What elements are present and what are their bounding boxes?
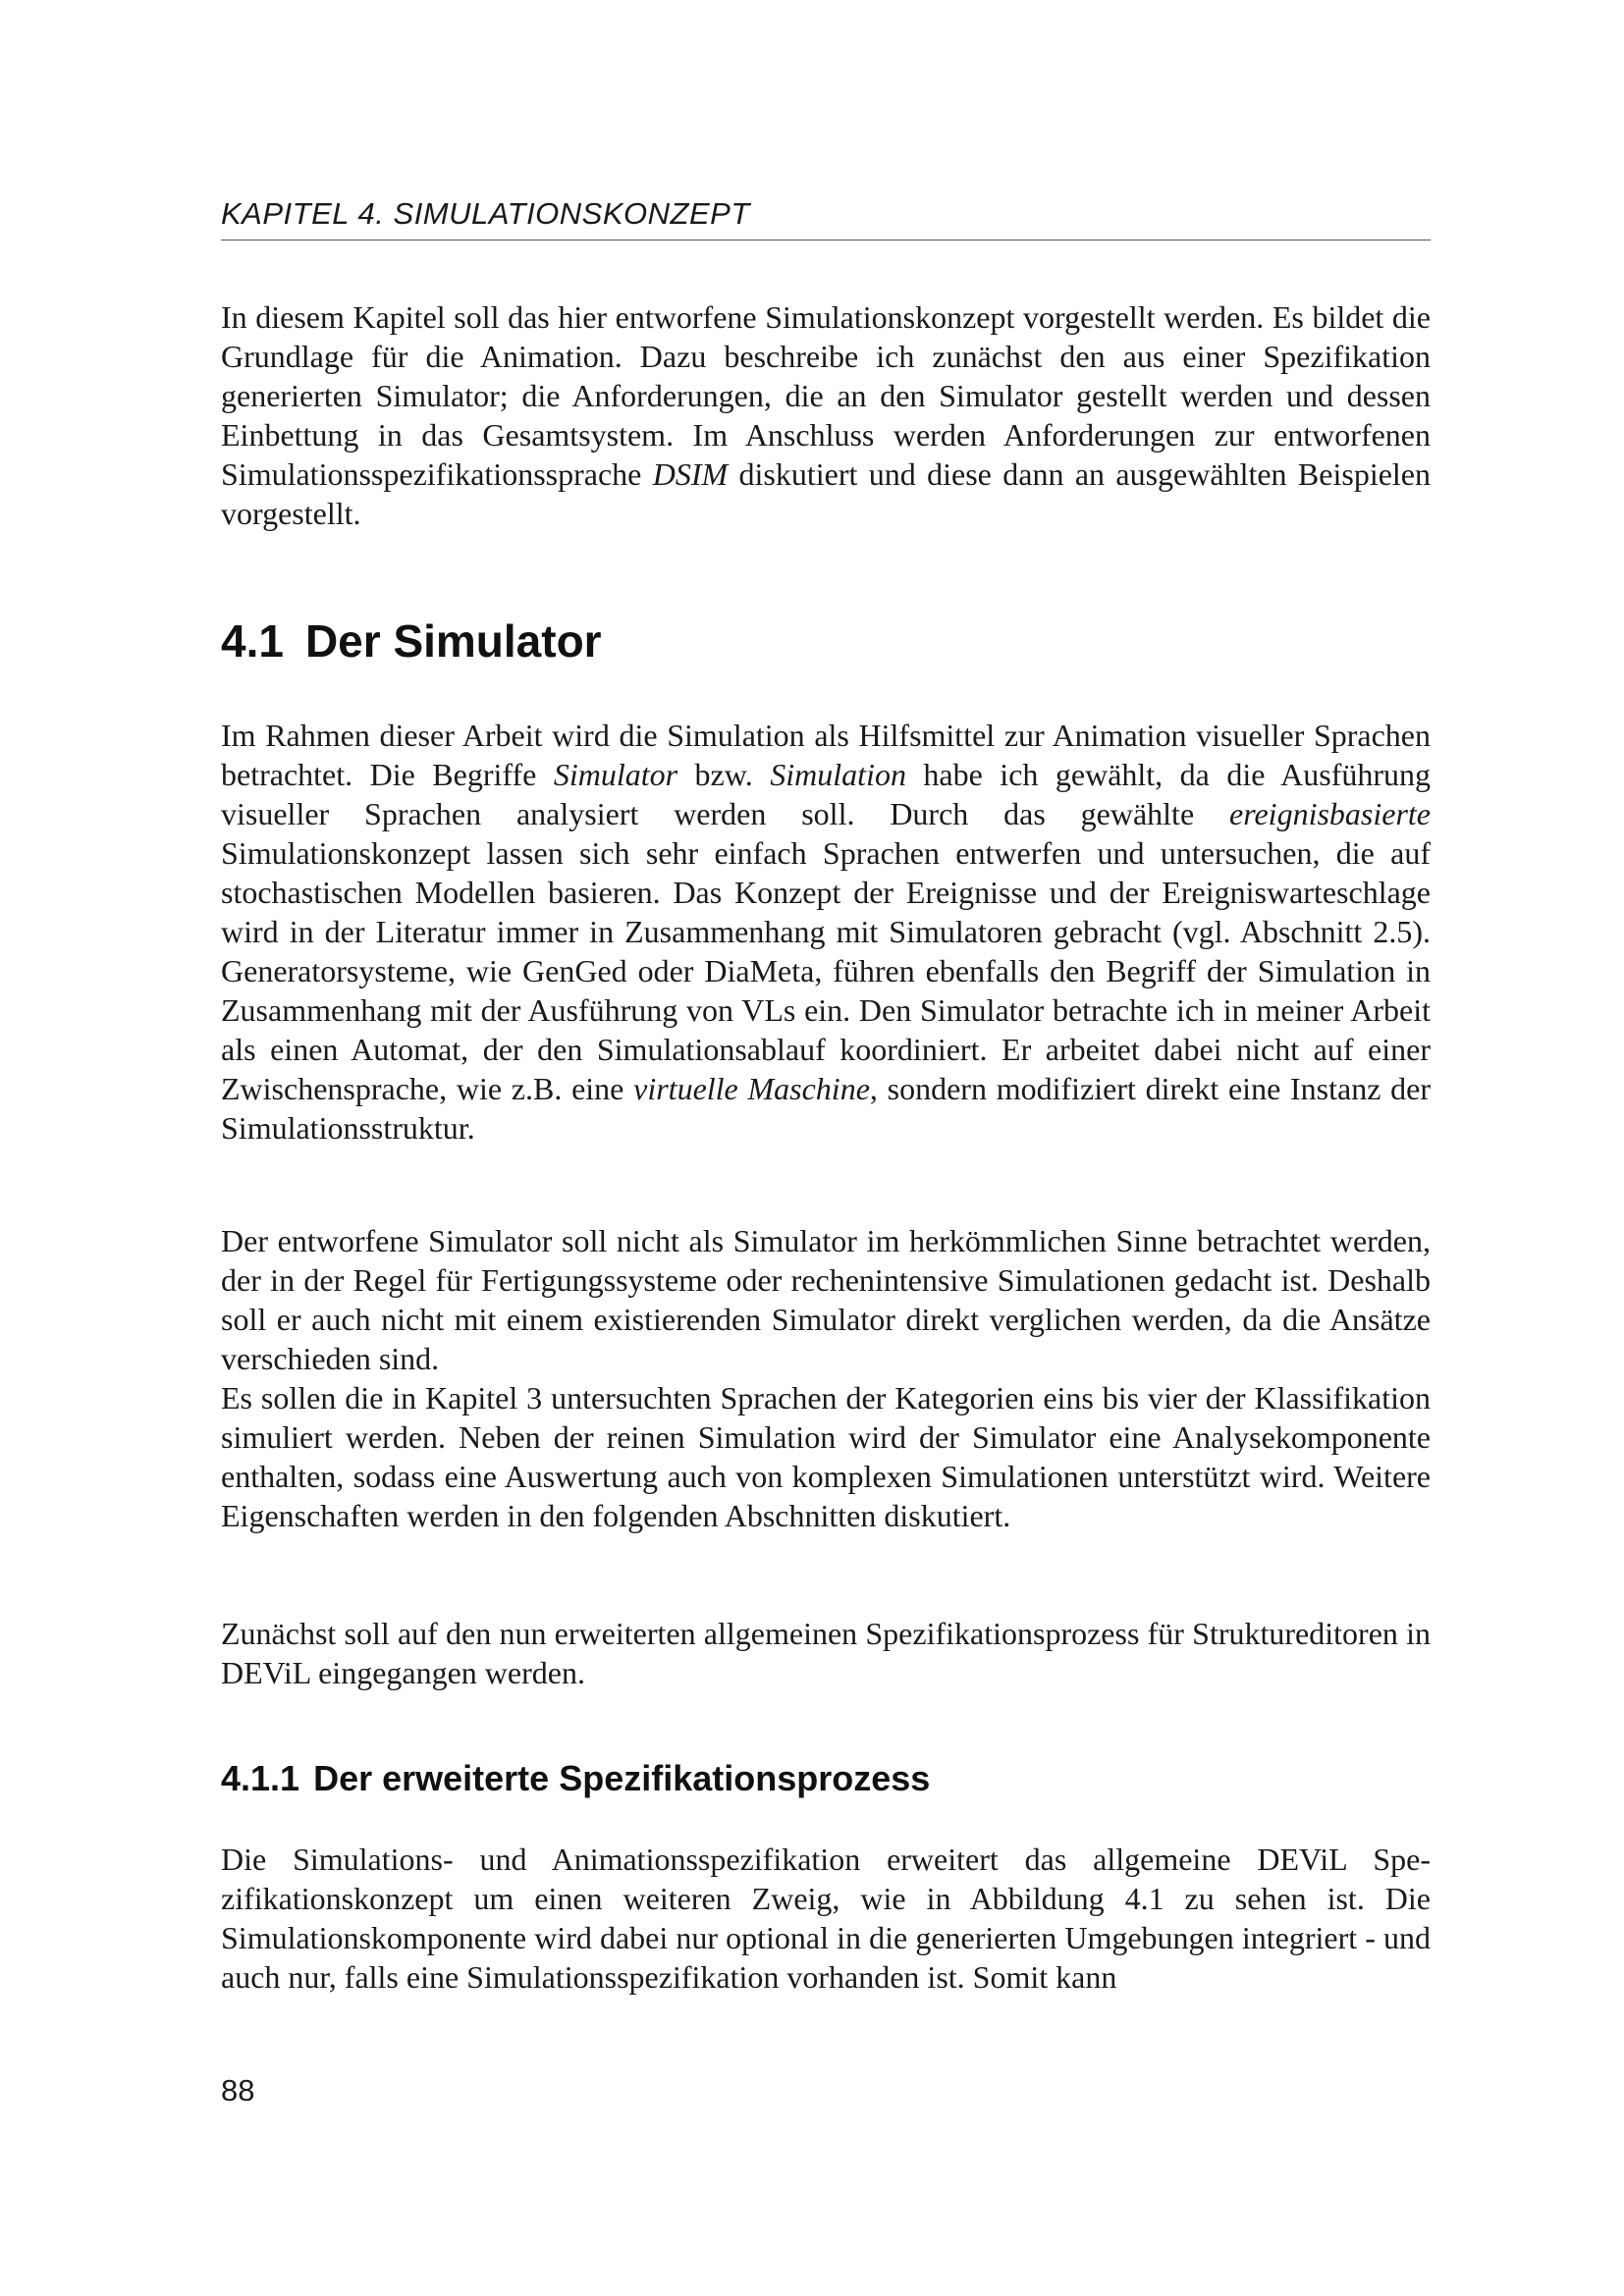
emphasis-virtuelle-maschine: virtuelle Maschine [633,1071,870,1106]
section-4-1-paragraph-3 [221,1614,1431,1692]
section-4-1-paragraph-1 [221,716,1431,1148]
intro-paragraph [221,297,1431,533]
subsection-heading-4-1-1 [221,1758,930,1799]
text-run: habe ich gewählt, da die Ausführung visueller Sprachen analysiert werden soll. Durch das gewählte [221,757,1432,831]
section-4-1-1-paragraph-1 [221,1840,1431,1997]
paragraph-3: Zunächst soll auf den nun erweiterten allgemeinen Spezifikationsprozess für Struktureditoren in DEViL eingegangen werden. [221,1616,1431,1690]
paragraph-spezifikationsprozess: Die Simulations- und Animationsspezifikation erweitert das allgemeine DEViL Spezifikationskonzept um einen weiteren Zweig, wie in Abbildung 4.1 zu sehen ist. Die Simulationskomponente wird dabei nur optional in die generierten Umgebungen integriert - und auch nur, falls eine Simulationsspezifikation vorhanden ist. Somit kann [221,1842,1431,1995]
section-number: 4.1 [221,615,284,667]
emphasis-ereignisbasierte: ereignisbasierte [1229,796,1431,831]
intro-text-1: In diesem Kapitel soll das hier entworfene Simulationskonzept vorgestellt werden. Es bildet die Grundlage für die Animation. Dazu beschreibe ich zunächst den aus einer Spezifikation generierten Simulator; die Anforderungen, die an den Simulator gestellt werden und dessen Einbettung in das Gesamtsystem. Im Anschluss werden Anforderungen zur entworfenen Simulationsspezifikationssprache [221,299,1431,492]
section-4-1-paragraph-2 [221,1221,1431,1535]
intro-dsim-term: DSIM [652,456,729,492]
paragraph-2a: Der entworfene Simulator soll nicht als Simulator im herkömmlichen Sinne betrachtet werden, der in der Regel für Fertigungssysteme oder rechenintensive Simulationen gedacht ist. Deshalb soll er auch nicht mit einem existierenden Simulator direkt verglichen werden, da die Ansätze verschieden sind. [221,1223,1431,1376]
emphasis-simulation: Simulation [770,757,906,792]
text-run: Im Rahmen dieser Arbeit wird die Simulation als Hilfsmittel zur Animation visueller Sprachen betrachtet. Die Begriffe [221,718,1431,792]
page-number: 88 [221,2073,255,2108]
subsection-number: 4.1.1 [221,1758,300,1798]
text-run: Simulationskonzept lassen sich sehr einfach Sprachen entwerfen und untersuchen, die auf stochastischen Modellen basieren. Das Konzept der Ereignisse und der Ereigniswarteschlage wird in der Literatur immer in Zusammenhang mit Simulatoren gebracht (vgl. Abschnitt 2.5). Generatorsysteme, wie GenGed oder DiaMeta, führen ebenfalls den Begriff der Simulation in Zusammenhang mit der Ausführung von VLs ein. Den Simulator betrachte ich in meiner Arbeit als einen Automat, der den Simulationsablauf koordiniert. Er arbeitet dabei nicht auf einer Zwischensprache, wie z.B. eine [221,835,1431,1106]
subsection-title: Der erweiterte Spezifikationsprozess [313,1758,931,1798]
section-title: Der Simulator [304,615,602,667]
text-run: , sondern modifiziert direkt eine Instanz der Simulationsstruktur. [221,1071,1432,1146]
paragraph-2b: Es sollen die in Kapitel 3 untersuchten Sprachen der Kategorien eins bis vier der Klassifikation simuliert werden. Neben der reinen Simulation wird der Simulator eine Analysekomponente enthalten, sodass eine Auswertung auch von komplexen Simulationen unterstützt wird. Weitere Eigenschaften werden in den folgenden Abschnitten diskutiert. [221,1380,1431,1533]
intro-text-2: diskutiert und diese dann an ausgewählten Beispielen vorgestellt. [221,456,1432,531]
running-header: KAPITEL 4. SIMULATIONSKONZEPT [221,196,1431,240]
section-heading-4-1 [221,614,602,667]
text-run: bzw. [677,757,771,792]
emphasis-simulator: Simulator [553,757,678,792]
